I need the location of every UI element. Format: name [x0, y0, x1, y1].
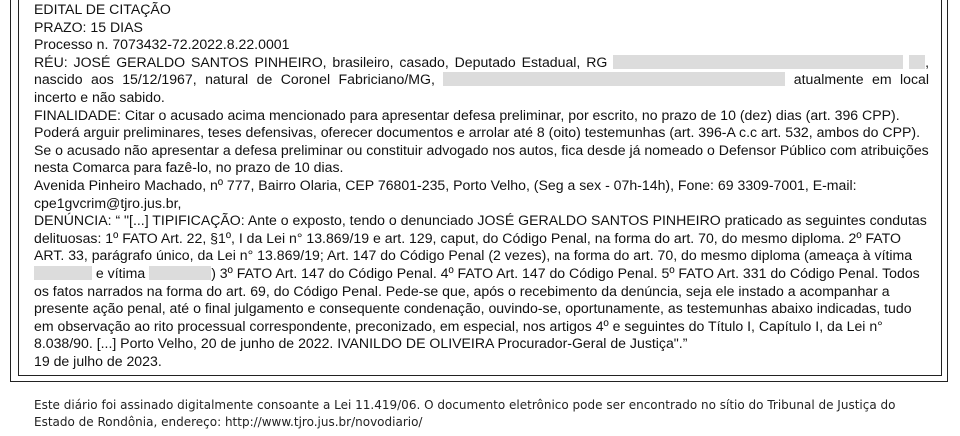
redacted-filiation	[443, 72, 785, 86]
finalidade-paragraph: FINALIDADE: Citar o acusado acima mencionado para apresentar defesa preliminar, por escrito, no prazo de 10 (dez) dias (art. 396 CPP). Poderá arguir preliminares, teses defensivas, oferecer documentos e arrolar até 8 (oito) testemunhas (art. 396-A c.c art. 532, ambos do CPP). Se o acusado não apresentar a defesa preliminar ou constituir advogado nos autos, fica desde já nomeado o Defensor Público com atribuições nesta Comarca para fazê-lo, no prazo de 10 dias.	[34, 106, 929, 176]
date-line: 19 de julho de 2023.	[34, 352, 162, 369]
denuncia-text-a: DENÚNCIA: “ "[...] TIPIFICAÇÃO: Ante o exposto, tendo o denunciado JOSÉ GERALDO SANTOS PINHEIRO praticado as seguintes condutas delituosas: 1º FATO Art. 22, §1º, I da Lei n° 13.869/19 e art. 129, caput, do Código Penal, na forma do art. 70, do mesmo diploma. 2º FATO ART. 33, parágrafo único, da Lei n° 13.869/19; Art. 147 do Código Penal (2 vezes), na forma do art. 70, do mesmo diploma (ameaça à vítima	[34, 212, 927, 264]
denuncia-text-c: ) 3º FATO Art. 147 do Código Penal. 4º FATO Art. 147 do Código Penal. 5º FATO Art. 331 do Código Penal. Todos os fatos narrados na forma do art. 69, do Código Penal. Pede-se que, após o recebimento da denúncia, seja ele instado a acompanhar a presente ação penal, até o final julgamento e consequente condenação, ouvindo-se, oportunamente, as testemunhas abaixo indicadas, tudo em observação ao rito processual correspondente, preconizado, em especial, nos artigos 4º e seguintes do Título I, Capítulo I, da Lei n° 8.038/90. [...] Porto Velho, 20 de junho de 2022. IVANILDO DE OLIVEIRA Procurador-Geral de Justiça".”	[34, 264, 920, 352]
reu-text-b: , nascido aos 15/12/1967, natural de Coronel Fabriciano/MG,	[34, 53, 929, 88]
endereco-paragraph: Avenida Pinheiro Machado, nº 777, Bairro Olaria, CEP 76801-235, Porto Velho, (Seg a sex - 07h-14h), Fone: 69 3309-7001, E-mail: cpe1gvcrim@tjro.jus.br,	[34, 176, 857, 211]
redacted-rg-cont	[909, 55, 925, 69]
reu-paragraph	[34, 54, 929, 107]
processo-line: Processo n. 7073432-72.2022.8.22.0001	[34, 36, 290, 53]
prazo-line: PRAZO: 15 DIAS	[34, 18, 143, 35]
edital-heading: EDITAL DE CITAÇÃO	[34, 1, 171, 17]
denuncia-paragraph	[34, 212, 929, 353]
page-footer: Este diário foi assinado digitalmente consoante a Lei 11.419/06. O documento eletrônico pode ser encontrado no sítio do Tribunal de Justiça do Estado de Rondônia, endereço: http://www.tjro.jus.br/novodiario/	[34, 398, 896, 429]
edital-content	[34, 1, 929, 370]
redacted-victim-2	[149, 266, 211, 280]
redacted-rg	[613, 55, 903, 69]
denuncia-text-b: e vítima	[95, 264, 146, 281]
redacted-victim-1	[34, 266, 92, 280]
reu-text-c: atualmente em local incerto e não sabido.	[34, 71, 929, 105]
reu-text-a: RÉU: JOSÉ GERALDO SANTOS PINHEIRO, brasileiro, casado, Deputado Estadual, RG	[34, 53, 608, 70]
